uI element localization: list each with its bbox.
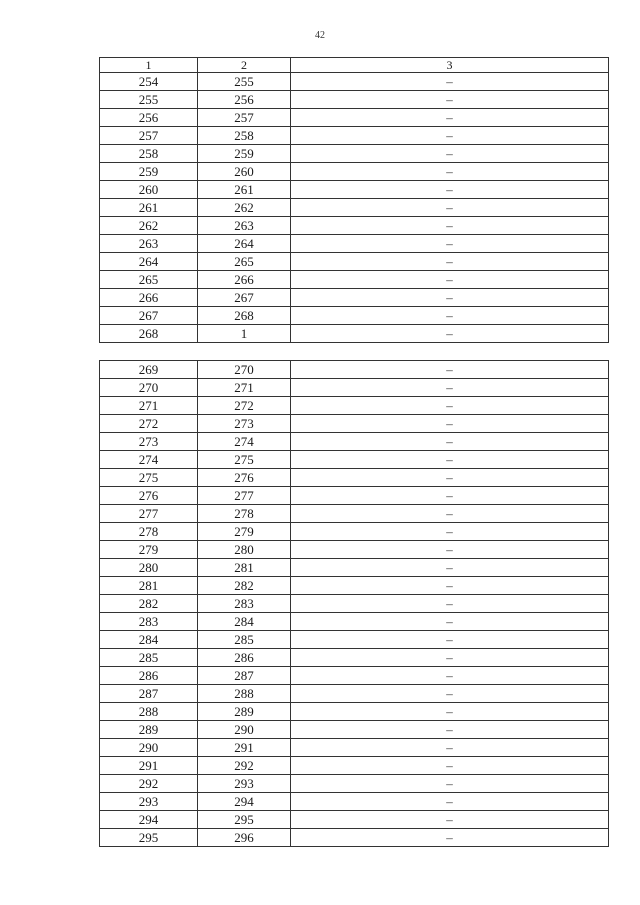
table-row <box>100 523 609 541</box>
table-row <box>100 775 609 793</box>
table-cell-col-3: – <box>291 397 609 415</box>
table-cell-col-3: – <box>291 811 609 829</box>
table-cell-col-3: – <box>291 127 609 145</box>
table-row <box>100 91 609 109</box>
column-header-2: 2 <box>198 58 291 73</box>
table-cell-col-1: 295 <box>100 829 198 847</box>
table-row <box>100 613 609 631</box>
table-cell-col-1: 259 <box>100 163 198 181</box>
table-row <box>100 361 609 379</box>
table-row <box>100 325 609 343</box>
table-cell-col-1: 262 <box>100 217 198 235</box>
table-cell-col-3: – <box>291 703 609 721</box>
table-cell-col-1: 267 <box>100 307 198 325</box>
table-cell-col-3: – <box>291 109 609 127</box>
table-cell-col-3: – <box>291 271 609 289</box>
table-cell-col-1: 282 <box>100 595 198 613</box>
table-cell-col-3: – <box>291 775 609 793</box>
table-cell-col-2: 256 <box>198 91 291 109</box>
table-cell-col-1: 286 <box>100 667 198 685</box>
table-cell-col-1: 285 <box>100 649 198 667</box>
table-cell-col-2: 270 <box>198 361 291 379</box>
table-cell-col-2: 278 <box>198 505 291 523</box>
table-row <box>100 667 609 685</box>
table-cell-col-1: 292 <box>100 775 198 793</box>
table-cell-col-2: 271 <box>198 379 291 397</box>
table-row <box>100 757 609 775</box>
table-cell-col-3: – <box>291 307 609 325</box>
table-row <box>100 379 609 397</box>
table-cell-col-1: 265 <box>100 271 198 289</box>
table-cell-col-1: 255 <box>100 91 198 109</box>
table-row <box>100 415 609 433</box>
table-cell-col-2: 283 <box>198 595 291 613</box>
table-cell-col-1: 281 <box>100 577 198 595</box>
table-cell-col-1: 284 <box>100 631 198 649</box>
table-cell-col-2: 264 <box>198 235 291 253</box>
table-cell-col-2: 258 <box>198 127 291 145</box>
table-cell-col-2: 291 <box>198 739 291 757</box>
table-cell-col-3: – <box>291 361 609 379</box>
table-cell-col-3: – <box>291 289 609 307</box>
table-cell-col-1: 293 <box>100 793 198 811</box>
table-cell-col-2: 292 <box>198 757 291 775</box>
table-cell-col-2: 286 <box>198 649 291 667</box>
column-header-1: 1 <box>100 58 198 73</box>
table-row <box>100 307 609 325</box>
table-cell-col-2: 260 <box>198 163 291 181</box>
table-row <box>100 541 609 559</box>
table-cell-col-1: 260 <box>100 181 198 199</box>
table-cell-col-3: – <box>291 523 609 541</box>
table-cell-col-2: 293 <box>198 775 291 793</box>
table-cell-col-3: – <box>291 487 609 505</box>
table-row <box>100 199 609 217</box>
table-cell-col-3: – <box>291 235 609 253</box>
table-cell-col-3: – <box>291 649 609 667</box>
table-cell-col-2: 294 <box>198 793 291 811</box>
table-row <box>100 217 609 235</box>
table-cell-col-2: 267 <box>198 289 291 307</box>
table-cell-col-3: – <box>291 217 609 235</box>
table-row <box>100 811 609 829</box>
table-row <box>100 721 609 739</box>
table-cell-col-1: 257 <box>100 127 198 145</box>
table-cell-col-1: 276 <box>100 487 198 505</box>
table-cell-col-2: 265 <box>198 253 291 271</box>
table-row <box>100 163 609 181</box>
table-cell-col-3: – <box>291 595 609 613</box>
table-cell-col-1: 287 <box>100 685 198 703</box>
table-row <box>100 739 609 757</box>
table-row <box>100 595 609 613</box>
table-cell-col-1: 269 <box>100 361 198 379</box>
table-cell-col-1: 294 <box>100 811 198 829</box>
table-cell-col-3: – <box>291 379 609 397</box>
table-cell-col-3: – <box>291 505 609 523</box>
table-cell-col-3: – <box>291 325 609 343</box>
table-cell-col-1: 254 <box>100 73 198 91</box>
table-cell-col-2: 257 <box>198 109 291 127</box>
table-cell-col-3: – <box>291 721 609 739</box>
table-cell-col-1: 280 <box>100 559 198 577</box>
table-cell-col-3: – <box>291 163 609 181</box>
table-cell-col-2: 282 <box>198 577 291 595</box>
table-cell-col-1: 278 <box>100 523 198 541</box>
table-row <box>100 181 609 199</box>
table-row <box>100 451 609 469</box>
table-cell-col-1: 288 <box>100 703 198 721</box>
table-cell-col-3: – <box>291 613 609 631</box>
table-cell-col-2: 255 <box>198 73 291 91</box>
table-row <box>100 433 609 451</box>
table-cell-col-1: 263 <box>100 235 198 253</box>
table-row <box>100 469 609 487</box>
table-row <box>100 505 609 523</box>
table-cell-col-2: 261 <box>198 181 291 199</box>
table-cell-col-2: 1 <box>198 325 291 343</box>
table-cell-col-2: 262 <box>198 199 291 217</box>
table-row <box>100 793 609 811</box>
table-cell-col-2: 263 <box>198 217 291 235</box>
table-cell-col-1: 277 <box>100 505 198 523</box>
table-cell-col-2: 279 <box>198 523 291 541</box>
table-cell-col-2: 276 <box>198 469 291 487</box>
header-row <box>100 58 609 73</box>
table-row <box>100 577 609 595</box>
table-row <box>100 559 609 577</box>
table-cell-col-3: – <box>291 469 609 487</box>
table-cell-col-1: 272 <box>100 415 198 433</box>
table-row <box>100 235 609 253</box>
table-cell-col-1: 291 <box>100 757 198 775</box>
table-cell-col-1: 274 <box>100 451 198 469</box>
table-cell-col-2: 259 <box>198 145 291 163</box>
page-number: 42 <box>315 30 325 41</box>
section-gap-row <box>100 343 609 361</box>
section-gap-cell <box>100 343 609 361</box>
table-cell-col-1: 264 <box>100 253 198 271</box>
table-cell-col-1: 279 <box>100 541 198 559</box>
table-row <box>100 127 609 145</box>
table-cell-col-1: 271 <box>100 397 198 415</box>
table-cell-col-3: – <box>291 631 609 649</box>
table-cell-col-3: – <box>291 181 609 199</box>
table-cell-col-2: 290 <box>198 721 291 739</box>
table-cell-col-3: – <box>291 433 609 451</box>
table-cell-col-1: 290 <box>100 739 198 757</box>
table-cell-col-3: – <box>291 793 609 811</box>
table-cell-col-3: – <box>291 73 609 91</box>
table-row <box>100 685 609 703</box>
table-cell-col-2: 277 <box>198 487 291 505</box>
table-cell-col-1: 289 <box>100 721 198 739</box>
table-row <box>100 271 609 289</box>
table-cell-col-1: 261 <box>100 199 198 217</box>
table-cell-col-2: 266 <box>198 271 291 289</box>
table-cell-col-2: 275 <box>198 451 291 469</box>
table-cell-col-3: – <box>291 667 609 685</box>
table-cell-col-3: – <box>291 415 609 433</box>
table-cell-col-2: 272 <box>198 397 291 415</box>
table-cell-col-3: – <box>291 829 609 847</box>
table-cell-col-1: 273 <box>100 433 198 451</box>
table-cell-col-2: 274 <box>198 433 291 451</box>
data-table <box>99 57 609 847</box>
table-cell-col-1: 258 <box>100 145 198 163</box>
table-row <box>100 109 609 127</box>
table-cell-col-3: – <box>291 757 609 775</box>
table-cell-col-1: 266 <box>100 289 198 307</box>
table-row <box>100 829 609 847</box>
table-cell-col-3: – <box>291 91 609 109</box>
table-cell-col-2: 273 <box>198 415 291 433</box>
table-cell-col-2: 295 <box>198 811 291 829</box>
table-cell-col-2: 296 <box>198 829 291 847</box>
table-cell-col-3: – <box>291 451 609 469</box>
table-row <box>100 649 609 667</box>
table-row <box>100 703 609 721</box>
column-header-3: 3 <box>291 58 609 73</box>
table-row <box>100 631 609 649</box>
table-cell-col-2: 268 <box>198 307 291 325</box>
table-body <box>100 73 609 847</box>
table-row <box>100 73 609 91</box>
table-cell-col-3: – <box>291 145 609 163</box>
table-cell-col-2: 280 <box>198 541 291 559</box>
table-cell-col-1: 283 <box>100 613 198 631</box>
table-row <box>100 487 609 505</box>
table-row <box>100 397 609 415</box>
table-cell-col-3: – <box>291 199 609 217</box>
table-row <box>100 253 609 271</box>
table-cell-col-2: 289 <box>198 703 291 721</box>
table-cell-col-3: – <box>291 559 609 577</box>
table-cell-col-3: – <box>291 253 609 271</box>
table-cell-col-2: 287 <box>198 667 291 685</box>
table-cell-col-3: – <box>291 577 609 595</box>
table-cell-col-3: – <box>291 541 609 559</box>
table-row <box>100 145 609 163</box>
table-cell-col-1: 270 <box>100 379 198 397</box>
table-cell-col-2: 288 <box>198 685 291 703</box>
table-cell-col-1: 275 <box>100 469 198 487</box>
table-row <box>100 289 609 307</box>
table-cell-col-2: 285 <box>198 631 291 649</box>
table-cell-col-2: 284 <box>198 613 291 631</box>
table-cell-col-1: 268 <box>100 325 198 343</box>
table-cell-col-3: – <box>291 739 609 757</box>
table-cell-col-2: 281 <box>198 559 291 577</box>
table-cell-col-1: 256 <box>100 109 198 127</box>
table-cell-col-3: – <box>291 685 609 703</box>
